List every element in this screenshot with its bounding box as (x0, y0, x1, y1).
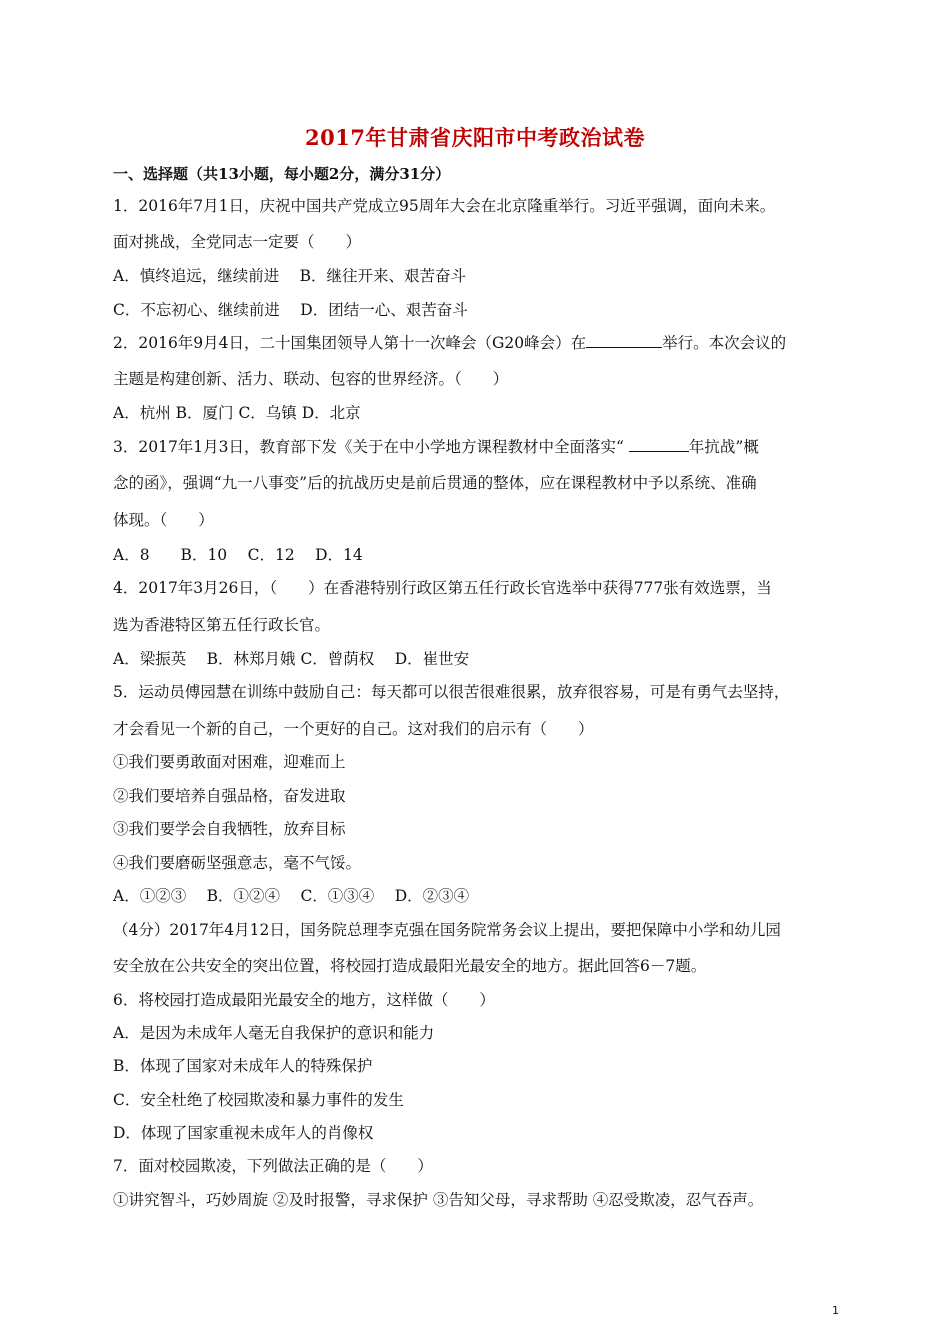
q3-stem-text-after-blank: 年抗战”概 (688, 438, 759, 456)
q4-stem-line-1: 4．2017年3月26日，（ ）在香港特别行政区第五任行政长官选举中获得777张有效选票，当 (113, 579, 772, 597)
q2-stem-line-2: 主题是构建创新、活力、联动、包容的世界经济。（ ） (113, 370, 509, 388)
q5-statement-3: ③我们要学会自我牺牲，放弃目标 (113, 820, 346, 838)
q7-statements: ①讲究智斗，巧妙周旋 ②及时报警，寻求保护 ③告知父母，寻求帮助 ④忍受欺凌，忍气吞声。 (113, 1191, 764, 1209)
q6-stem: 6．将校园打造成最阳光最安全的地方，这样做（ ） (113, 991, 495, 1009)
q1-stem-line-1: 1．2016年7月1日，庆祝中国共产党成立95周年大会在北京隆重举行。习近平强调，面向未来。 (113, 197, 776, 215)
q6-option-a: A．是因为未成年人毫无自我保护的意识和能力 (113, 1024, 435, 1042)
q3-answer-blank (629, 437, 689, 452)
q3-stem-line-2: 念的函》，强调“九一八事变”后的抗战历史是前后贯通的整体，应在课程教材中予以系统、准确 (113, 474, 757, 492)
q2-stem-line-1 (113, 333, 786, 353)
q1-options-cd: C．不忘初心、继续前进 D．团结一心、艰苦奋斗 (113, 301, 468, 319)
q4-options: A．梁振英 B．林郑月娥 C．曾荫权 D．崔世安 (113, 650, 470, 668)
q7-stem: 7．面对校园欺凌，下列做法正确的是（ ） (113, 1157, 433, 1175)
q6-option-d: D．体现了国家重视未成年人的肖像权 (113, 1124, 374, 1142)
exam-title: 2017年甘肃省庆阳市中考政治试卷 (305, 125, 645, 150)
group-6-7-material-line-2: 安全放在公共安全的突出位置，将校园打造成最阳光最安全的地方。据此回答6－7题。 (113, 957, 707, 975)
q3-stem-line-1 (113, 437, 759, 457)
q2-answer-blank (586, 333, 662, 348)
q5-statement-1: ①我们要勇敢面对困难，迎难而上 (113, 753, 346, 771)
q5-options: A．①②③ B．①②④ C．①③④ D．②③④ (113, 887, 470, 905)
q4-stem-line-2: 选为香港特区第五任行政长官。 (113, 616, 331, 634)
group-6-7-material-line-1: （4分）2017年4月12日，国务院总理李克强在国务院常务会议上提出，要把保障中小学和幼儿园 (113, 921, 781, 939)
q5-statement-2: ②我们要培养自强品格，奋发进取 (113, 787, 346, 805)
q3-stem-text-before-blank: 3．2017年1月3日，教育部下发《关于在中小学地方课程教材中全面落实“ (113, 438, 629, 456)
q5-stem-line-2: 才会看见一个新的自己，一个更好的自己。这对我们的启示有（ ） (113, 720, 594, 738)
q3-options: A．8 B．10 C．12 D．14 (113, 546, 363, 564)
q1-stem-line-2: 面对挑战，全党同志一定要（ ） (113, 233, 362, 251)
q6-option-b: B．体现了国家对未成年人的特殊保护 (113, 1057, 373, 1075)
q2-stem-text-before-blank: 2．2016年9月4日，二十国集团领导人第十一次峰会（G20峰会）在 (113, 334, 587, 352)
q5-stem-line-1: 5．运动员傅园慧在训练中鼓励自己：每天都可以很苦很难很累，放弃很容易，可是有勇气去坚持， (113, 683, 790, 701)
q3-stem-line-3: 体现。（ ） (113, 511, 214, 529)
q5-statement-4: ④我们要磨砺坚强意志，毫不气馁。 (113, 854, 362, 872)
section-heading-multiple-choice: 一、选择题（共13小题，每小题2分，满分31分） (113, 165, 451, 183)
q2-stem-text-after-blank: 举行。本次会议的 (662, 334, 787, 352)
q6-option-c: C．安全杜绝了校园欺凌和暴力事件的发生 (113, 1091, 404, 1109)
q1-options-ab: A．慎终追远，继续前进 B．继往开来、艰苦奋斗 (113, 267, 467, 285)
q2-options: A．杭州 B．厦门 C．乌镇 D．北京 (113, 404, 361, 422)
page-number: 1 (832, 1304, 839, 1317)
